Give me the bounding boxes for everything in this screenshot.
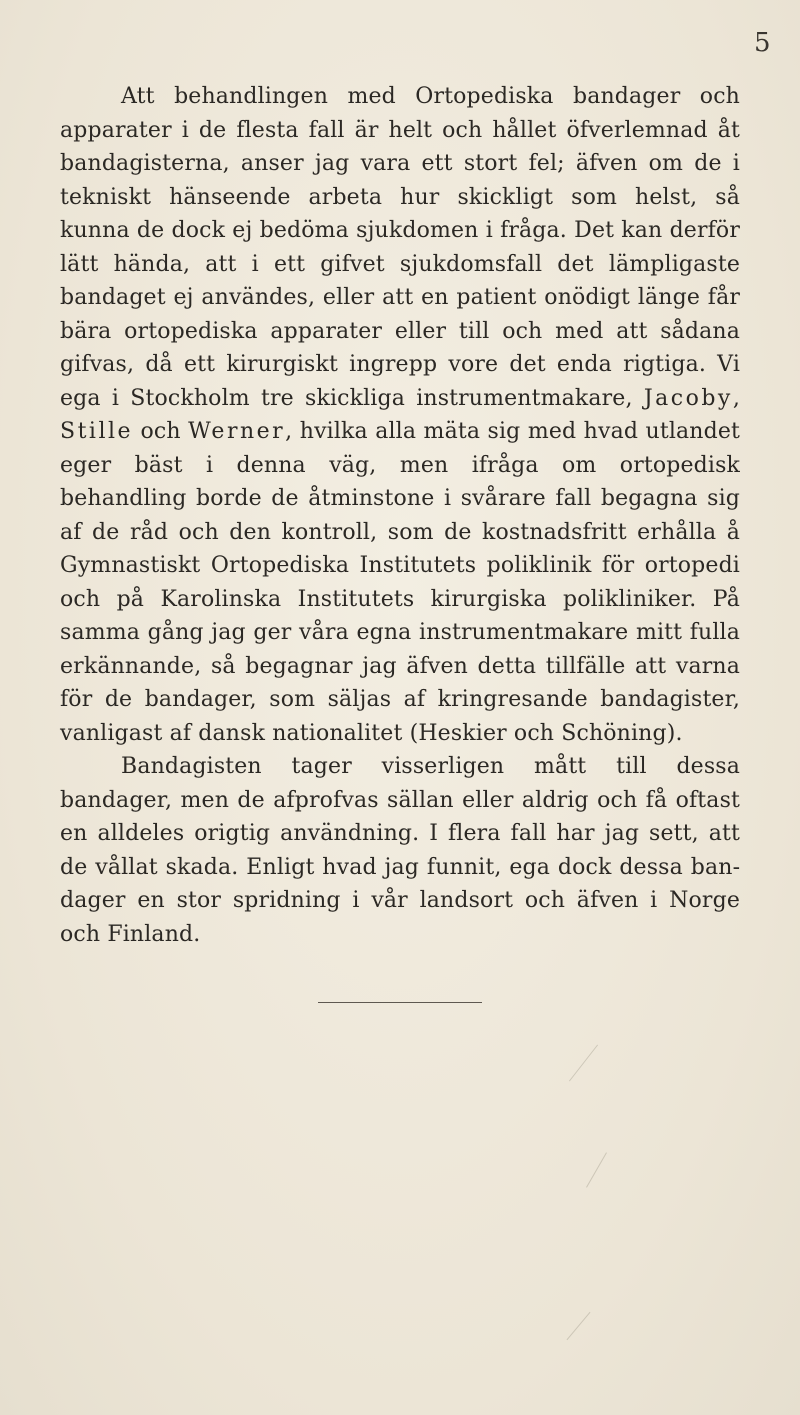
paper-mark bbox=[569, 1045, 598, 1082]
paragraph-1 bbox=[60, 80, 740, 750]
body-text bbox=[60, 80, 740, 951]
name-jacoby: Jacoby bbox=[643, 385, 733, 411]
paper-mark bbox=[567, 1312, 591, 1340]
paragraph-1-text-b: , hvilka alla mäta sig med hvad utlandet eger bäst i denna väg, men ifråga om ortopedisk behandling borde de åtminstone i svårare fall begagna sig af de råd och den kontroll, som de kostnadsfritt erhålla å Gymnastiskt Ortopediska Institutets poliklinik för ortopedi och på Karolinska Institutets kirurgiska polikliniker. På samma gång jag ger våra egna instrumentmakare mitt fulla erkännande, så begagnar jag äfven detta tillfälle att varna för de bandager, som säljas af kringresande bandagister, vanligast af dansk nationalitet (Heskier och Schöning). bbox=[60, 419, 740, 746]
paper-mark bbox=[586, 1152, 607, 1187]
paragraph-1-conjunction: och bbox=[133, 419, 189, 444]
end-rule bbox=[318, 1002, 482, 1003]
paragraph-1-comma-a: , bbox=[732, 385, 740, 411]
paragraph-1-text-a: Att behandlingen med Ortopediska bandager och apparater i de flesta fall är helt och hållet öfverlemnad åt bandagisterna, anser jag vara ett stort fel; äfven om de i tekniskt hänseende arbeta hur skickligt som helst, så kunna de dock ej bedöma sjukdomen i fråga. Det kan derför lätt hända, att i ett gifvet sjukdomsfall det lämpligaste bandaget ej användes, eller att en patient onödigt länge får bära ortopediska apparater eller till och med att sådana gifvas, då ett kirurgiskt ingrepp vore det enda rigtiga. Vi ega i Stockholm tre skickliga instrumentmakare, bbox=[60, 84, 740, 411]
name-werner: Werner bbox=[188, 419, 286, 444]
name-stille: Stille bbox=[60, 419, 134, 444]
page-number: 5 bbox=[754, 28, 771, 58]
paragraph-2: Bandagisten tager visserligen mått till dessa bandager, men de afprofvas sällan eller aldrig och få oftast en alldeles origtig användning. I flera fall har jag sett, att de vållat skada. Enligt hvad jag funnit, ega dock dessa bandager en stor spridning i vår landsort och äfven i Norge och Finland. bbox=[60, 754, 740, 947]
